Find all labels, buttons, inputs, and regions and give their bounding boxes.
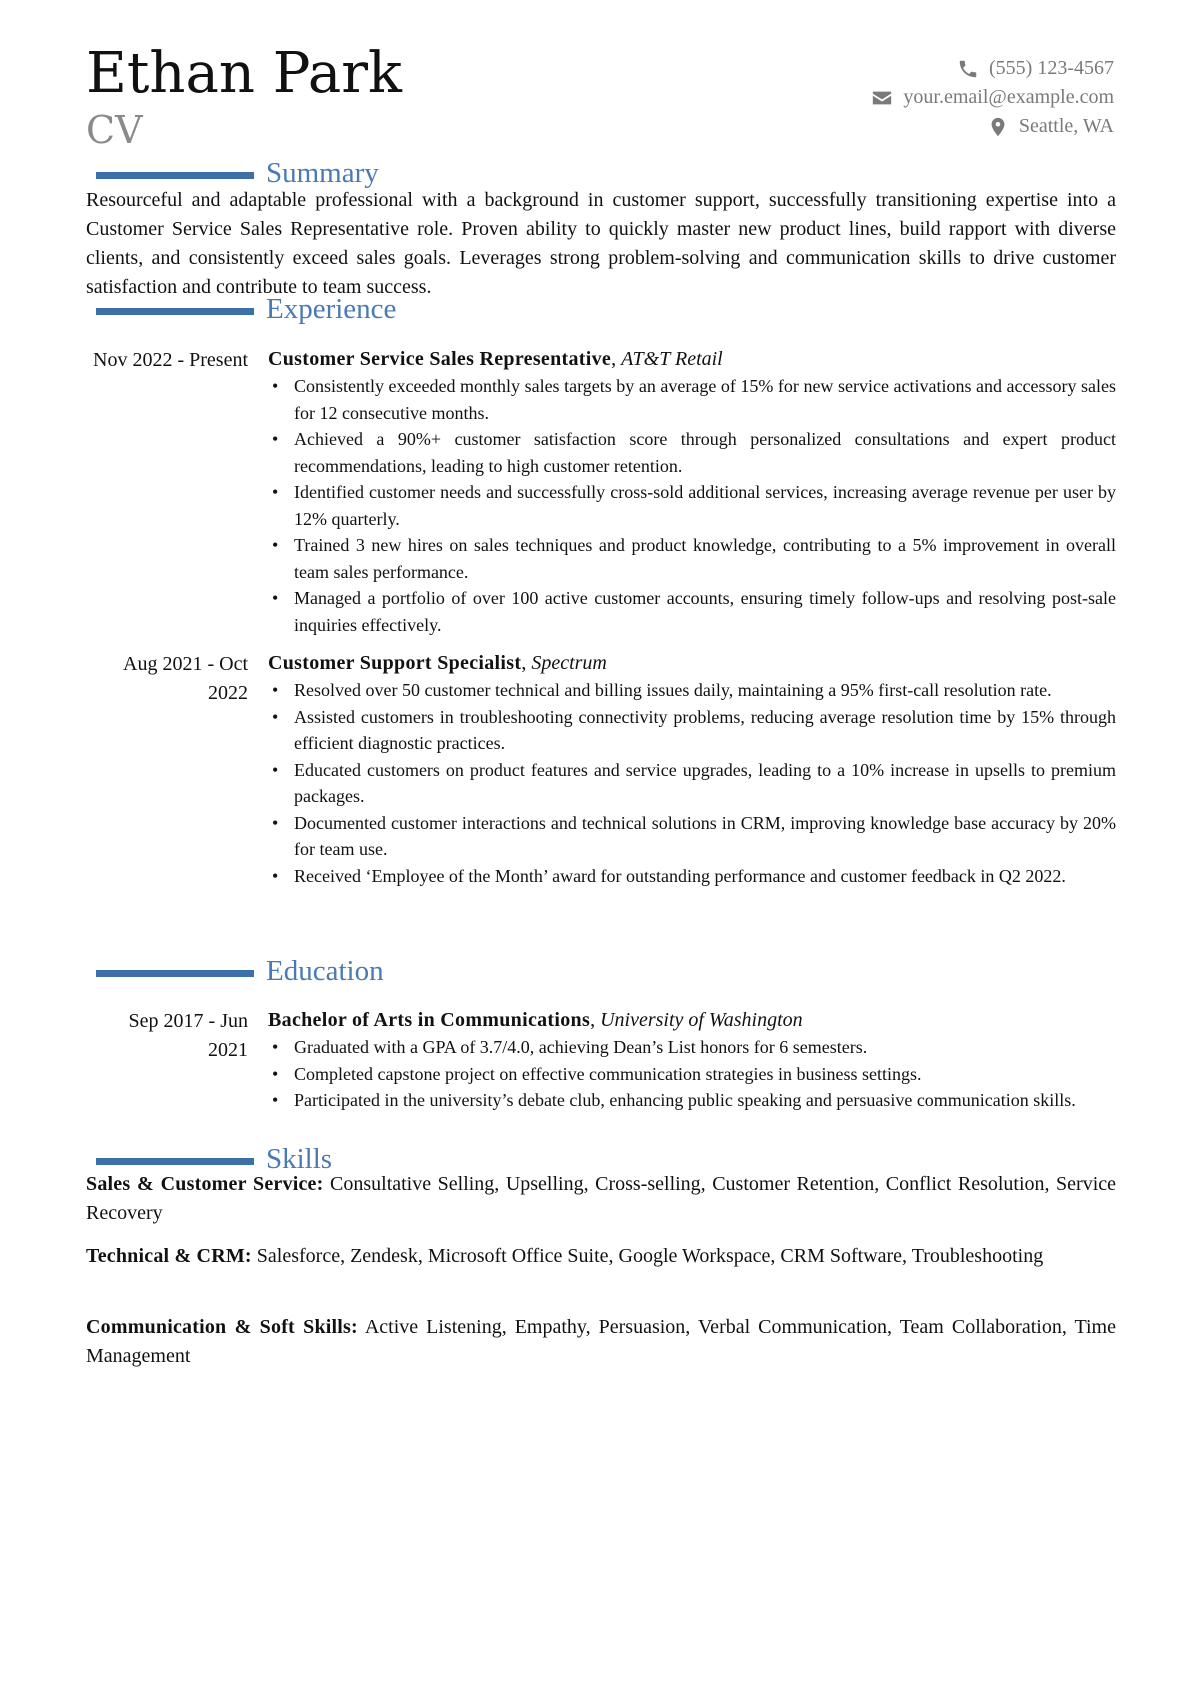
- email-address[interactable]: your.email@example.com: [903, 86, 1114, 108]
- person-name: Ethan Park: [86, 41, 402, 106]
- list-item: • Educated customers on product features and service upgrades, leading to a 10% increase in upsells to premium packages.: [268, 757, 1116, 810]
- entry-title-line: Customer Support Specialist, Spectrum: [268, 652, 607, 674]
- list-item: • Resolved over 50 customer technical and billing issues daily, maintaining a 95% first-call resolution rate.: [268, 677, 1116, 704]
- location-text: Seattle, WA: [1018, 115, 1114, 137]
- section-title: Skills: [266, 1143, 333, 1175]
- employer-name: Spectrum: [531, 652, 607, 674]
- entry-date: Aug 2021 - Oct 2022: [123, 653, 248, 704]
- list-item: • Consistently exceeded monthly sales targets by an average of 15% for new service activations and accessory sales for 12 consecutive months.: [268, 373, 1116, 426]
- bullet-list: [268, 373, 1116, 638]
- list-item: • Identified customer needs and successfully cross-sold additional services, increasing average revenue per user by 12% quarterly.: [268, 479, 1116, 532]
- section-title: Education: [266, 955, 384, 987]
- skill-category: Technical & CRM:: [86, 1245, 252, 1267]
- list-item: • Completed capstone project on effective communication strategies in business settings.: [268, 1061, 1116, 1088]
- job-title: Customer Service Sales Representative: [268, 348, 612, 370]
- skill-values: Consultative Selling, Upselling, Cross-selling, Customer Retention, Conflict Resolution, Service Recovery: [86, 1173, 1117, 1224]
- section-accent-bar: [96, 1158, 254, 1165]
- document-subtitle: CV: [86, 108, 143, 152]
- list-item: • Assisted customers in troubleshooting connectivity problems, reducing average resolution time by 15% through efficient diagnostic practices.: [268, 704, 1116, 757]
- entry-body: [268, 1007, 1116, 1114]
- employer-name: AT&T Retail: [621, 348, 723, 370]
- phone-number[interactable]: (555) 123-4567: [989, 57, 1114, 79]
- section-accent-bar: [96, 970, 254, 977]
- contact-phone: [754, 54, 1114, 83]
- entry-title-line: Bachelor of Arts in Communications, University of Washington: [268, 1009, 803, 1031]
- education-heading: [96, 954, 1116, 990]
- entry-body: [268, 650, 1116, 889]
- contact-location: [754, 112, 1114, 141]
- section-title: Experience: [266, 293, 397, 325]
- skill-row: [86, 1313, 1116, 1371]
- map-pin-icon: [987, 116, 1009, 138]
- list-item: • Trained 3 new hires on sales techniques and product knowledge, contributing to a 5% improvement in overall team sales performance.: [268, 532, 1116, 585]
- list-item: • Graduated with a GPA of 3.7/4.0, achieving Dean’s List honors for 6 semesters.: [268, 1034, 1116, 1061]
- contact-email: [754, 83, 1114, 112]
- skill-row: [86, 1170, 1116, 1228]
- bullet-list: [268, 677, 1116, 889]
- list-item: • Participated in the university’s debate club, enhancing public speaking and persuasive communication skills.: [268, 1087, 1116, 1114]
- skill-category: Communication & Soft Skills:: [86, 1316, 358, 1338]
- list-item: • Managed a portfolio of over 100 active customer accounts, ensuring timely follow-ups and resolving post-sale inquiries effectively.: [268, 585, 1116, 638]
- entry-date: Nov 2022 - Present: [93, 349, 248, 371]
- bullet-list: [268, 1034, 1116, 1114]
- section-title: Summary: [266, 157, 379, 189]
- section-accent-bar: [96, 308, 254, 315]
- degree-title: Bachelor of Arts in Communications: [268, 1009, 591, 1031]
- entry-title-line: Customer Service Sales Representative, AT&T Retail: [268, 348, 723, 370]
- skill-values: Active Listening, Empathy, Persuasion, Verbal Communication, Team Collaboration, Time Management: [86, 1316, 1116, 1367]
- phone-icon: [957, 58, 979, 80]
- entry-body: [268, 346, 1116, 638]
- job-title: Customer Support Specialist: [268, 652, 522, 674]
- list-item: • Received ‘Employee of the Month’ award for outstanding performance and customer feedback in Q2 2022.: [268, 863, 1116, 890]
- institution-name: University of Washington: [600, 1009, 803, 1031]
- contact-block: [754, 54, 1114, 141]
- summary-text: Resourceful and adaptable professional with a background in customer support, successfully transitioning expertise into a Customer Service Sales Representative role. Proven ability to quickly master new product lines, build rapport with diverse clients, and consistently exceed sales goals. Leverages strong problem-solving and communication skills to drive customer satisfaction and contribute to team success.: [86, 189, 1116, 298]
- skill-category: Sales & Customer Service:: [86, 1173, 324, 1195]
- envelope-icon: [871, 87, 893, 109]
- experience-heading: [96, 292, 1116, 328]
- list-item: • Achieved a 90%+ customer satisfaction score through personalized consultations and expert product recommendations, leading to high customer retention.: [268, 426, 1116, 479]
- skill-values: Salesforce, Zendesk, Microsoft Office Suite, Google Workspace, CRM Software, Troubleshooting: [256, 1245, 1044, 1267]
- skill-row: [86, 1242, 1116, 1271]
- section-accent-bar: [96, 172, 254, 179]
- entry-date: Sep 2017 - Jun 2021: [128, 1010, 248, 1061]
- list-item: • Documented customer interactions and technical solutions in CRM, improving knowledge base accuracy by 20% for team use.: [268, 810, 1116, 863]
